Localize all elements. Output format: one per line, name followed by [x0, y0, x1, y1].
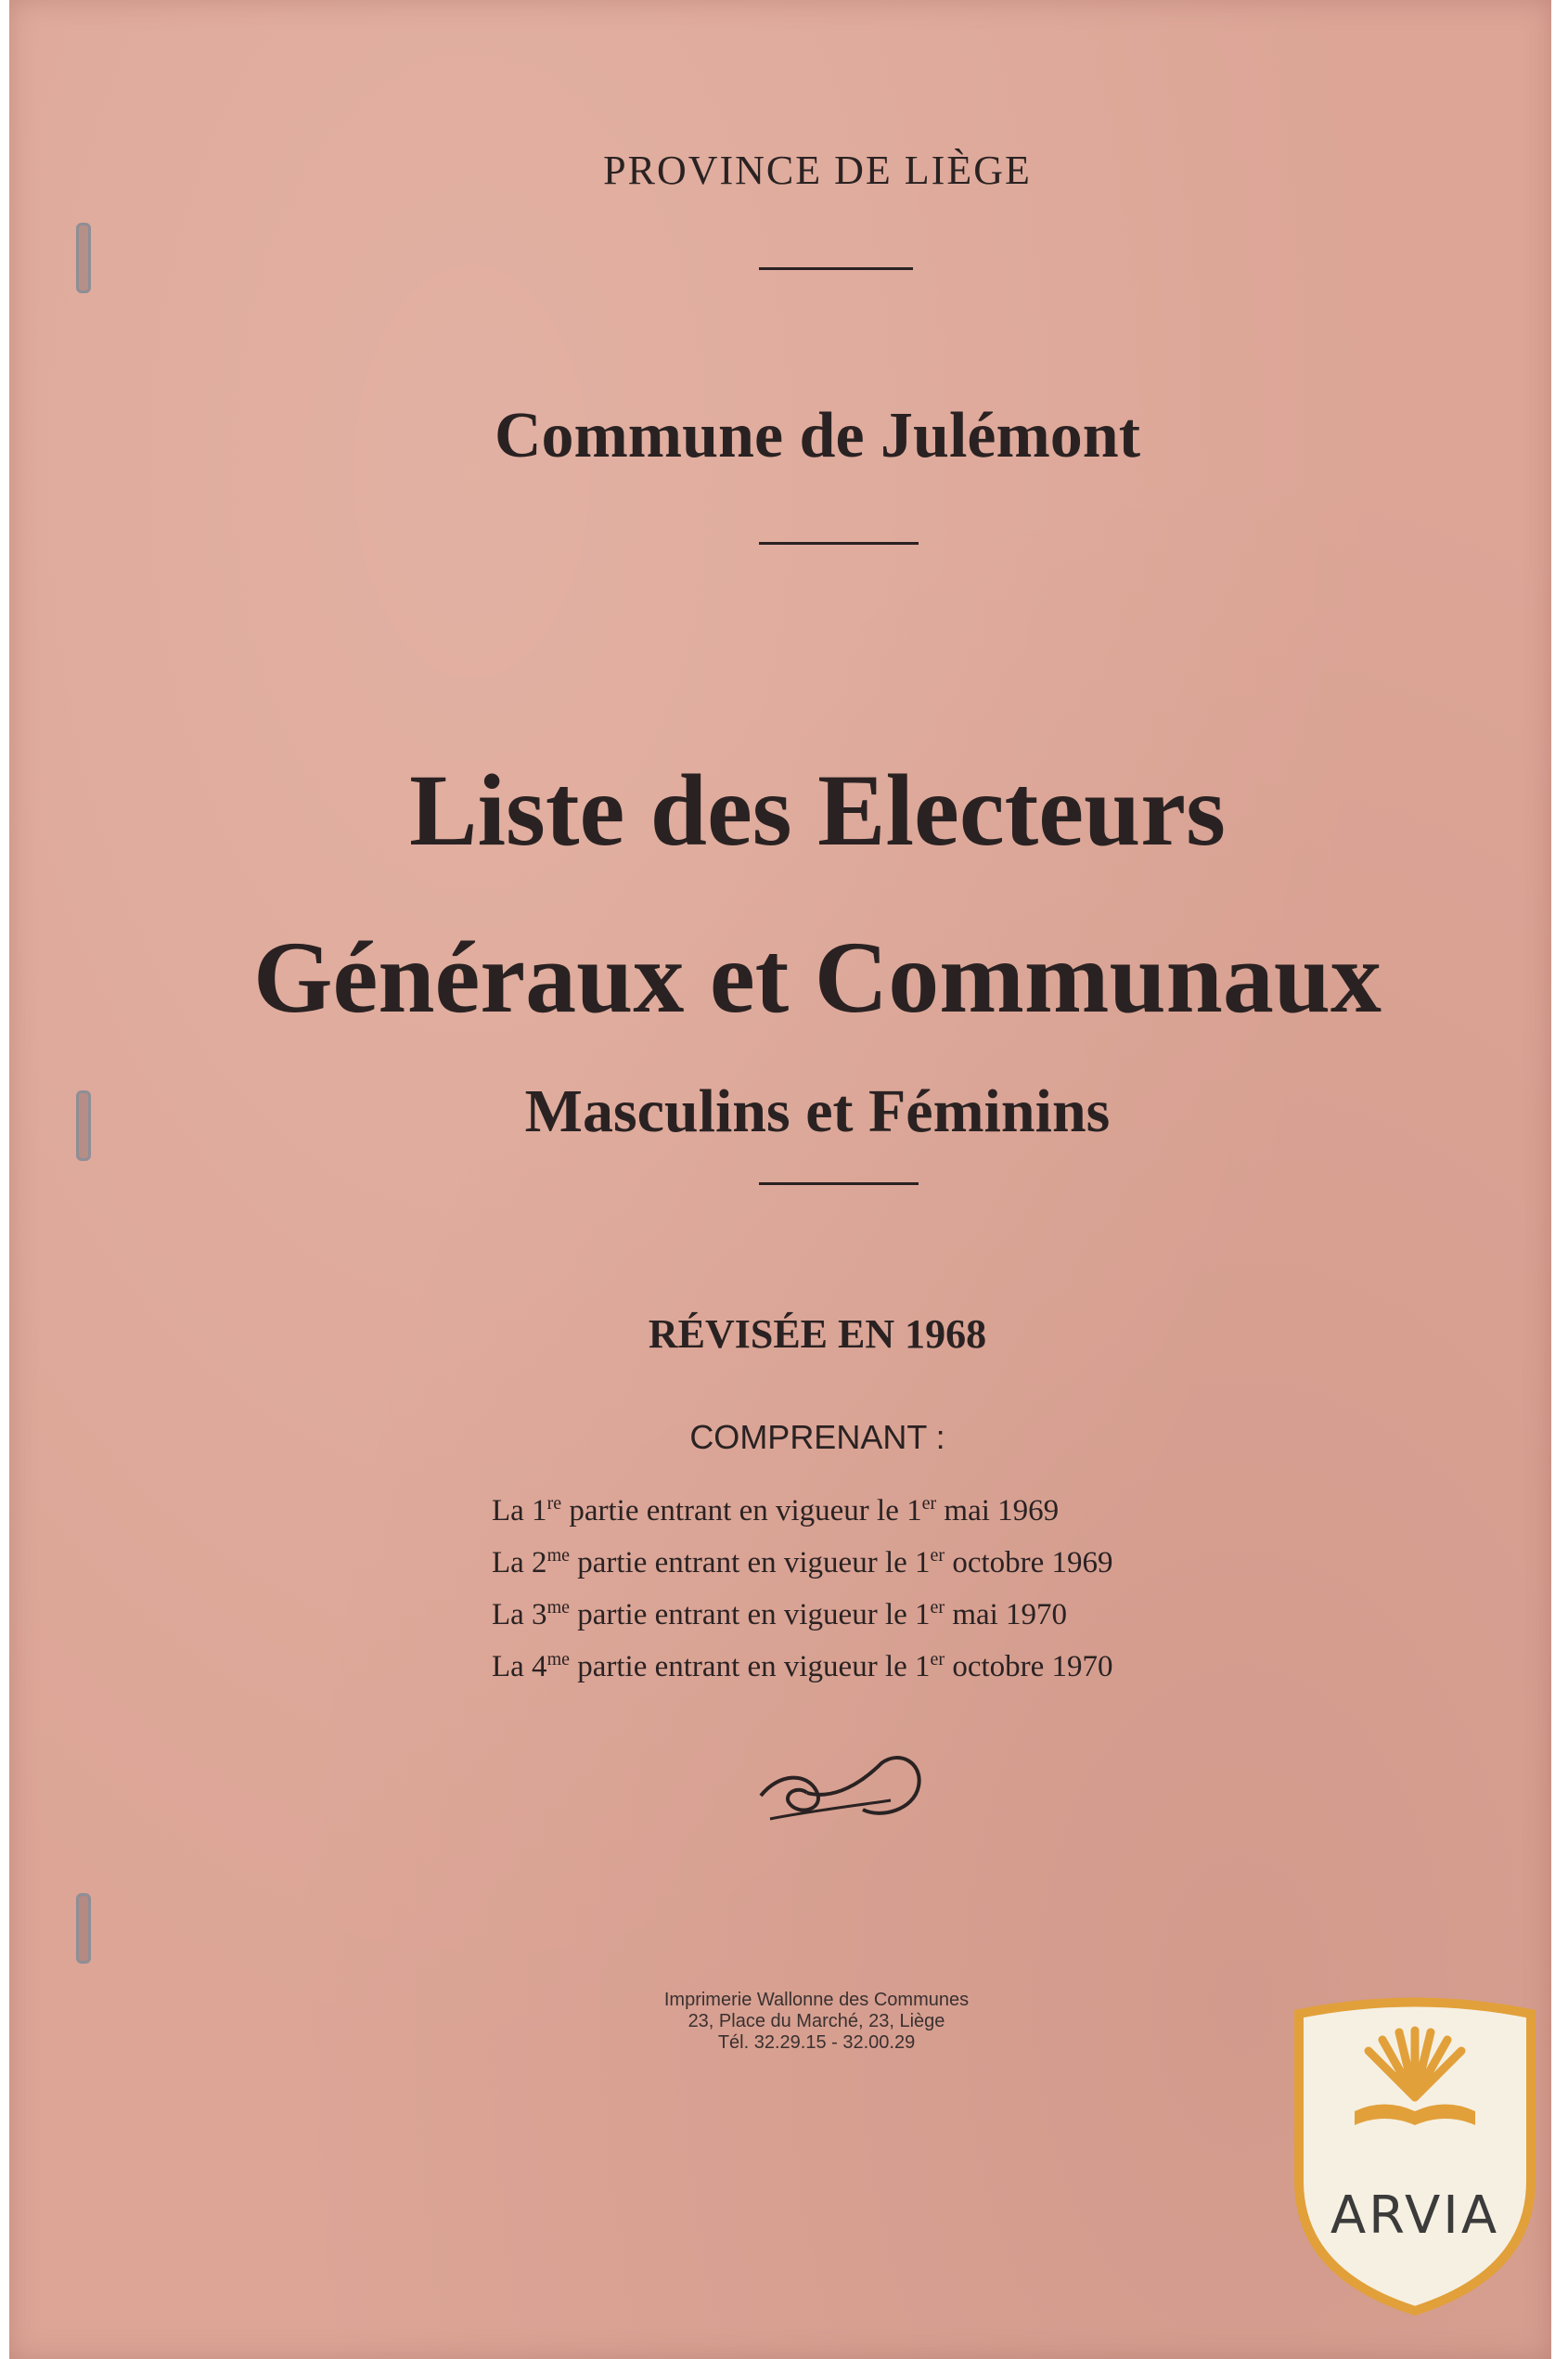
staple [76, 1893, 91, 1964]
imprint-line: Tél. 32.29.15 - 32.00.29 [717, 2032, 916, 2053]
title-line-1: Liste des Electeurs [409, 754, 1226, 867]
divider [759, 542, 919, 545]
part-line: La 1re partie entrant en vigueur le 1er mai 1969 [492, 1493, 1060, 1528]
divider [759, 1182, 919, 1185]
badge-label: ARVIA [1330, 2185, 1500, 2246]
staple [76, 223, 91, 293]
arvia-shield-logo [1280, 1995, 1549, 2320]
commune-heading: Commune de Julémont [494, 400, 1141, 471]
divider [759, 267, 913, 270]
province-heading: PROVINCE DE LIÈGE [603, 148, 1032, 193]
imprint-line: 23, Place du Marché, 23, Liège [688, 2011, 945, 2031]
comprenant-label: COMPRENANT : [689, 1418, 945, 1456]
title-line-2: Généraux et Communaux [252, 921, 1382, 1034]
parts-list [492, 1485, 1113, 1693]
part-line: La $2^{me}$ partie entrant en vigueur le 1er octobre 1969 [492, 1545, 1113, 1579]
printer-imprint [603, 1990, 1030, 2054]
ornament-flourish-icon [752, 1745, 928, 1828]
revision-year: RÉVISÉE EN 1968 [648, 1311, 987, 1357]
title-line-3: Masculins et Féminins [524, 1077, 1111, 1145]
part-line: La $3^{me}$ partie entrant en vigueur le 1er mai 1970 [492, 1597, 1068, 1631]
imprint-line: Imprimerie Wallonne des Communes [663, 1990, 970, 2010]
part-line: La $4^{me}$ partie entrant en vigueur le 1er octobre 1970 [492, 1649, 1113, 1683]
